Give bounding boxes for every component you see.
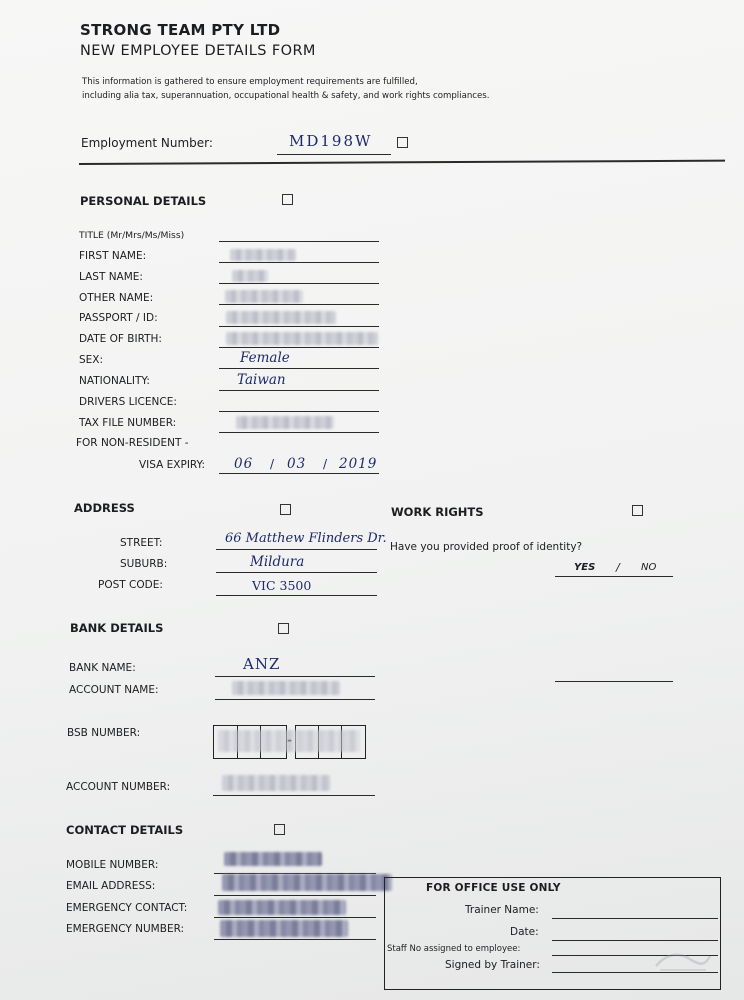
work-rights-heading: WORK RIGHTS	[391, 505, 484, 519]
personal-details-checkbox[interactable]	[282, 194, 293, 205]
bank-name-value[interactable]: ANZ	[243, 655, 281, 673]
intro-text	[82, 75, 522, 103]
bank-name-line	[215, 676, 375, 677]
emergency-number-redacted	[220, 920, 348, 937]
proof-question: Have you provided proof of identity?	[390, 541, 583, 553]
trainer-name-line	[552, 918, 718, 919]
postcode-line	[216, 595, 377, 596]
tfn-label: TAX FILE NUMBER:	[79, 417, 177, 429]
passport-label: PASSPORT / ID:	[79, 312, 158, 324]
account-name-label: ACCOUNT NAME:	[69, 684, 159, 696]
watermark-icon	[654, 948, 712, 974]
first-name-redacted	[230, 249, 296, 261]
office-use-heading: FOR OFFICE USE ONLY	[426, 882, 561, 894]
visa-sep-2: /	[323, 457, 328, 471]
employment-number-line	[277, 154, 391, 155]
dob-redacted	[226, 332, 378, 345]
signed-by-label: Signed by Trainer:	[445, 959, 540, 971]
emergency-contact-line	[214, 917, 376, 918]
trainer-name-label: Trainer Name:	[465, 904, 539, 916]
street-label: STREET:	[120, 537, 163, 549]
tfn-redacted	[236, 416, 334, 429]
non-resident-label: FOR NON-RESIDENT -	[76, 437, 189, 449]
passport-redacted	[226, 311, 336, 324]
first-name-line	[219, 262, 379, 263]
bsb-redacted	[218, 730, 360, 752]
sex-line	[219, 368, 379, 369]
intro-line-1: This information is gathered to ensure employment requirements are fulfilled,	[82, 77, 418, 87]
account-name-line	[215, 699, 375, 700]
other-name-redacted	[225, 290, 303, 303]
bank-details-checkbox[interactable]	[278, 623, 289, 634]
work-rights-signature-line	[555, 681, 673, 682]
licence-label: DRIVERS LICENCE:	[79, 396, 177, 408]
nationality-line	[219, 390, 379, 391]
yes-option[interactable]: YES	[574, 562, 596, 573]
yes-no-line	[555, 576, 673, 577]
mobile-label: MOBILE NUMBER:	[66, 859, 159, 871]
last-name-line	[219, 283, 379, 284]
email-line	[214, 895, 376, 896]
employment-number-label: Employment Number:	[81, 136, 213, 150]
account-number-line	[213, 795, 375, 796]
dob-label: DATE OF BIRTH:	[79, 333, 162, 345]
bank-details-heading: BANK DETAILS	[70, 621, 164, 635]
account-name-redacted	[232, 681, 340, 695]
dob-line	[219, 347, 379, 348]
header-divider	[79, 160, 725, 165]
employment-checkbox[interactable]	[397, 137, 408, 148]
suburb-value[interactable]: Mildura	[250, 554, 305, 570]
sex-label: SEX:	[79, 354, 104, 366]
emergency-contact-label: EMERGENCY CONTACT:	[66, 902, 188, 914]
company-name: STRONG TEAM PTY LTD	[80, 21, 281, 39]
visa-month[interactable]: 03	[287, 456, 307, 472]
account-number-redacted	[222, 775, 330, 791]
visa-expiry-label: VISA EXPIRY:	[139, 459, 206, 471]
staff-no-label: Staff No assigned to employee:	[387, 944, 521, 954]
title-line	[219, 241, 379, 242]
contact-details-checkbox[interactable]	[274, 824, 285, 835]
postcode-label: POST CODE:	[98, 579, 163, 591]
other-name-line	[219, 304, 379, 305]
work-rights-checkbox[interactable]	[632, 505, 643, 516]
street-value[interactable]: 66 Matthew Flinders Dr.	[225, 531, 387, 546]
visa-day[interactable]: 06	[234, 456, 254, 472]
first-name-label: FIRST NAME:	[79, 250, 147, 262]
contact-details-heading: CONTACT DETAILS	[66, 823, 184, 837]
mobile-redacted	[224, 852, 322, 866]
no-option[interactable]: NO	[641, 562, 657, 573]
employment-number-value[interactable]: MD198W	[289, 132, 373, 150]
last-name-redacted	[232, 270, 268, 282]
email-label: EMAIL ADDRESS:	[66, 880, 156, 892]
title-label: TITLE (Mr/Mrs/Ms/Miss)	[79, 230, 185, 241]
form-title: NEW EMPLOYEE DETAILS FORM	[80, 43, 316, 59]
suburb-line	[216, 572, 377, 573]
intro-line-2: including alia tax, superannuation, occupational health & safety, and work rights compliances.	[82, 91, 490, 101]
address-heading: ADDRESS	[74, 501, 135, 515]
date-line	[552, 940, 718, 941]
emergency-number-label: EMERGENCY NUMBER:	[66, 923, 185, 935]
tfn-line	[219, 432, 379, 433]
visa-sep-1: /	[270, 457, 275, 471]
street-line	[216, 549, 377, 550]
visa-year[interactable]: 2019	[339, 456, 378, 472]
visa-line	[219, 473, 379, 474]
address-checkbox[interactable]	[280, 504, 291, 515]
bsb-label: BSB NUMBER:	[67, 727, 141, 739]
postcode-value[interactable]: VIC 3500	[252, 578, 312, 593]
last-name-label: LAST NAME:	[79, 271, 143, 283]
yes-no-separator: /	[616, 561, 620, 574]
bank-name-label: BANK NAME:	[69, 662, 136, 674]
personal-details-heading: PERSONAL DETAILS	[80, 194, 207, 208]
emergency-number-line	[214, 939, 376, 940]
nationality-value[interactable]: Taiwan	[237, 372, 286, 388]
emergency-contact-redacted	[218, 900, 346, 915]
date-label: Date:	[510, 926, 539, 938]
nationality-label: NATIONALITY:	[79, 375, 150, 387]
other-name-label: OTHER NAME:	[79, 292, 154, 304]
email-redacted	[222, 874, 392, 891]
sex-value[interactable]: Female	[240, 350, 290, 366]
passport-line	[219, 326, 379, 327]
licence-line	[219, 411, 379, 412]
account-number-label: ACCOUNT NUMBER:	[66, 781, 171, 793]
suburb-label: SUBURB:	[120, 558, 168, 570]
